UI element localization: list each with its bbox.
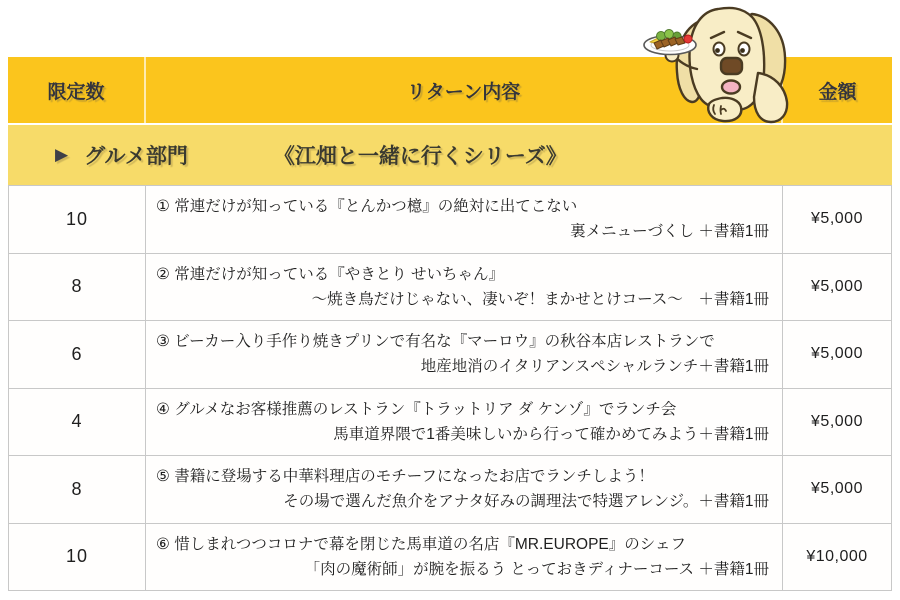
quantity-cell: 6 — [9, 321, 146, 388]
quantity-cell: 8 — [9, 254, 146, 321]
content-cell — [146, 321, 783, 388]
section-name: グルメ部門 — [84, 145, 188, 168]
content-cell — [146, 186, 783, 253]
section-header-gourmet — [8, 123, 892, 185]
content-line1: ④ グルメなお客様推薦のレストラン『トラットリア ダ ケンゾ』でランチ会 — [156, 400, 677, 418]
content-line2: 地産地消のイタリアンスペシャルランチ＋書籍1冊 — [420, 358, 769, 376]
table-row — [9, 254, 891, 322]
table-row — [9, 524, 891, 591]
content-line1: ⑤ 書籍に登場する中華料理店のモチーフになったお店でランチしよう！ — [156, 468, 654, 486]
content-line1: ① 常連だけが知っている『とんかつ檍』の絶対に出てこない — [156, 198, 578, 216]
amount-cell: ¥5,000 — [811, 480, 863, 498]
amount-cell: ¥5,000 — [811, 277, 863, 295]
dog-with-food-plate-illustration — [642, 1, 798, 124]
content-cell — [146, 254, 783, 321]
table-row — [9, 456, 891, 524]
content-cell — [146, 524, 783, 591]
quantity-cell: 8 — [9, 456, 146, 523]
quantity-cell: 10 — [9, 186, 146, 253]
returns-table — [8, 57, 892, 591]
content-line1: ⑥ 惜しまれつつコロナで幕を閉じた馬車道の名店『MR.EUROPE』のシェフ — [156, 535, 686, 553]
table-body — [8, 185, 892, 591]
table-row — [9, 389, 891, 457]
content-cell — [146, 389, 783, 456]
content-line2: ～焼き鳥だけじゃない、凄いぞ！まかせとけコース～ ＋書籍1冊 — [311, 290, 769, 308]
quantity-cell: 4 — [9, 389, 146, 456]
amount-cell: ¥5,000 — [811, 345, 863, 363]
triangle-marker-icon: ▶ — [55, 145, 69, 164]
amount-cell: ¥5,000 — [811, 210, 863, 228]
table-row — [9, 321, 891, 389]
content-line2: 馬車道界隈で1番美味しいから行って確かめてみよう＋書籍1冊 — [333, 425, 769, 443]
amount-cell: ¥5,000 — [811, 412, 863, 430]
amount-cell: ¥10,000 — [806, 547, 868, 565]
content-line1: ② 常連だけが知っている『やきとり せいちゃん』 — [156, 265, 505, 283]
content-line1: ③ ビーカー入り手作り焼きプリンで有名な『マーロウ』の秋谷本店レストランで — [156, 333, 715, 351]
header-content: リターン内容 — [146, 57, 783, 123]
section-series-title: 《江畑と一緒に行くシリーズ》 — [273, 145, 567, 168]
header-amount: 金額 — [818, 81, 857, 103]
quantity-cell: 10 — [9, 524, 146, 591]
table-row — [9, 186, 891, 254]
content-cell — [146, 456, 783, 523]
header-quantity: 限定数 — [8, 57, 146, 123]
content-line2: その場で選んだ魚介をアナタ好みの調理法で特選アレンジ。＋書籍1冊 — [283, 493, 769, 511]
content-line2: 裏メニューづくし ＋書籍1冊 — [570, 223, 769, 241]
content-line2: 「肉の魔術師」が腕を振るう とっておきディナーコース ＋書籍1冊 — [304, 560, 769, 578]
